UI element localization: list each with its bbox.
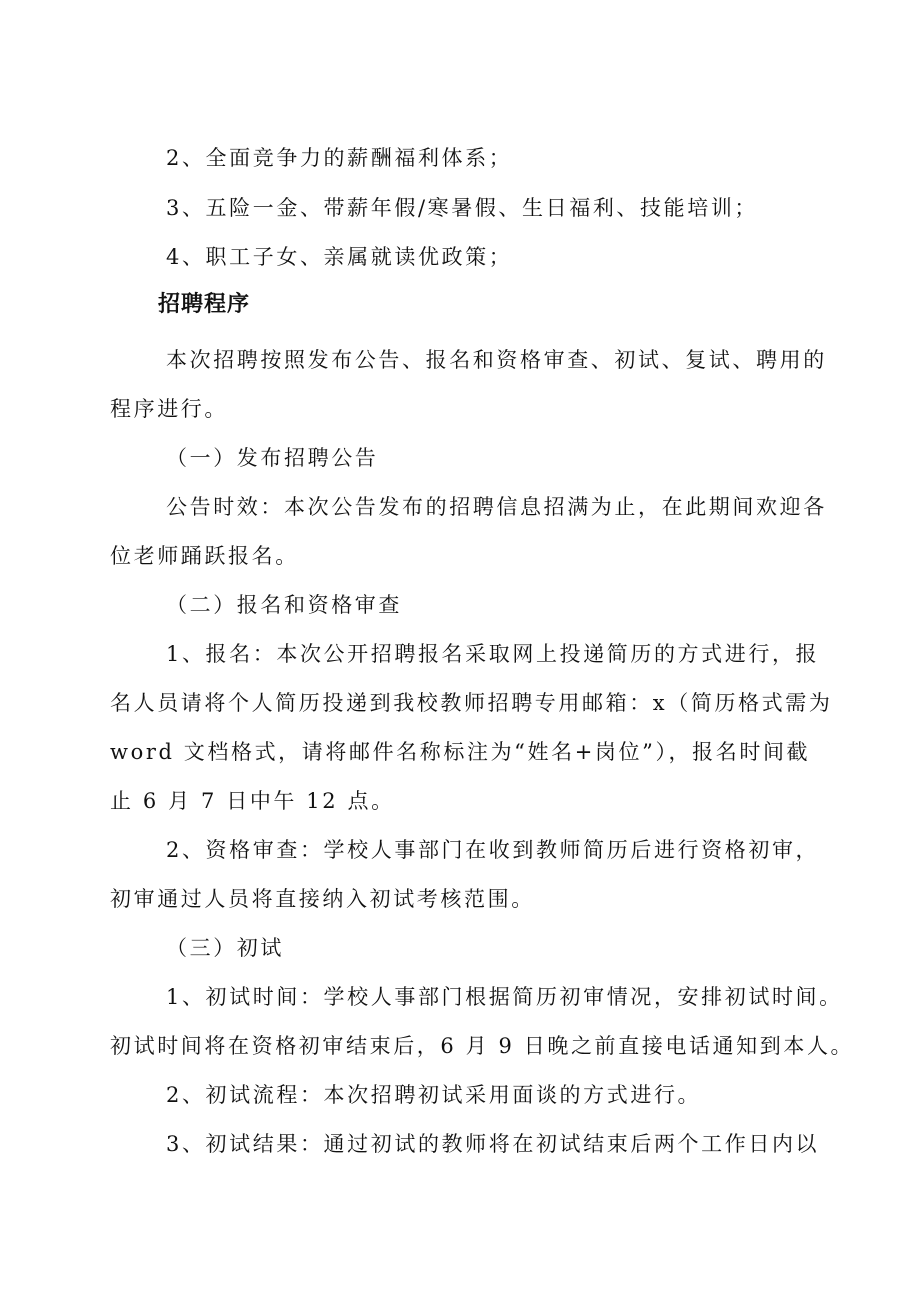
step-1-line-2: 位老师踊跃报名。	[110, 544, 299, 568]
step-3-p1-line-2: 初试时间将在资格初审结束后，6 月 9 日晚之前直接电话通知到本人。	[110, 1034, 855, 1058]
step-2-p2-line-2: 初审通过人员将直接纳入初试考核范围。	[110, 887, 535, 911]
intro-line-1: 本次招聘按照发布公告、报名和资格审查、初试、复试、聘用的	[166, 348, 827, 372]
step-3-p2-line-1: 2、初试流程：本次招聘初试采用面谈的方式进行。	[166, 1083, 702, 1107]
step-3-p1-line-1: 1、初试时间：学校人事部门根据简历初审情况，安排初试时间。	[166, 985, 843, 1009]
step-2-p1-line-4: 止 6 月 7 日中午 12 点。	[110, 789, 395, 813]
benefit-item-4: 4、职工子女、亲属就读优政策；	[166, 245, 513, 269]
step-2-p1-line-3: word 文档格式，请将邮件名称标注为“姓名+岗位”），报名时间截	[110, 740, 811, 764]
intro-line-2: 程序进行。	[110, 397, 228, 421]
benefit-item-3: 3、五险一金、带薪年假/寒暑假、生日福利、技能培训；	[166, 196, 759, 220]
step-1-title: （一）发布招聘公告	[166, 446, 379, 470]
step-3-title: （三）初试	[166, 936, 284, 960]
benefit-item-2: 2、全面竞争力的薪酬福利体系；	[166, 146, 513, 170]
step-2-p1-line-1: 1、报名：本次公开招聘报名采取网上投递简历的方式进行，报	[166, 642, 820, 666]
section-title: 招聘程序	[158, 292, 251, 317]
step-2-p1-line-2: 名人员请将个人简历投递到我校教师招聘专用邮箱：x（简历格式需为	[110, 691, 833, 715]
step-2-title: （二）报名和资格审查	[166, 593, 402, 617]
step-2-p2-line-1: 2、资格审查：学校人事部门在收到教师简历后进行资格初审，	[166, 838, 820, 862]
step-1-line-1: 公告时效：本次公告发布的招聘信息招满为止，在此期间欢迎各	[166, 495, 827, 519]
step-3-p3-line-1: 3、初试结果：通过初试的教师将在初试结束后两个工作日内以	[166, 1132, 820, 1156]
